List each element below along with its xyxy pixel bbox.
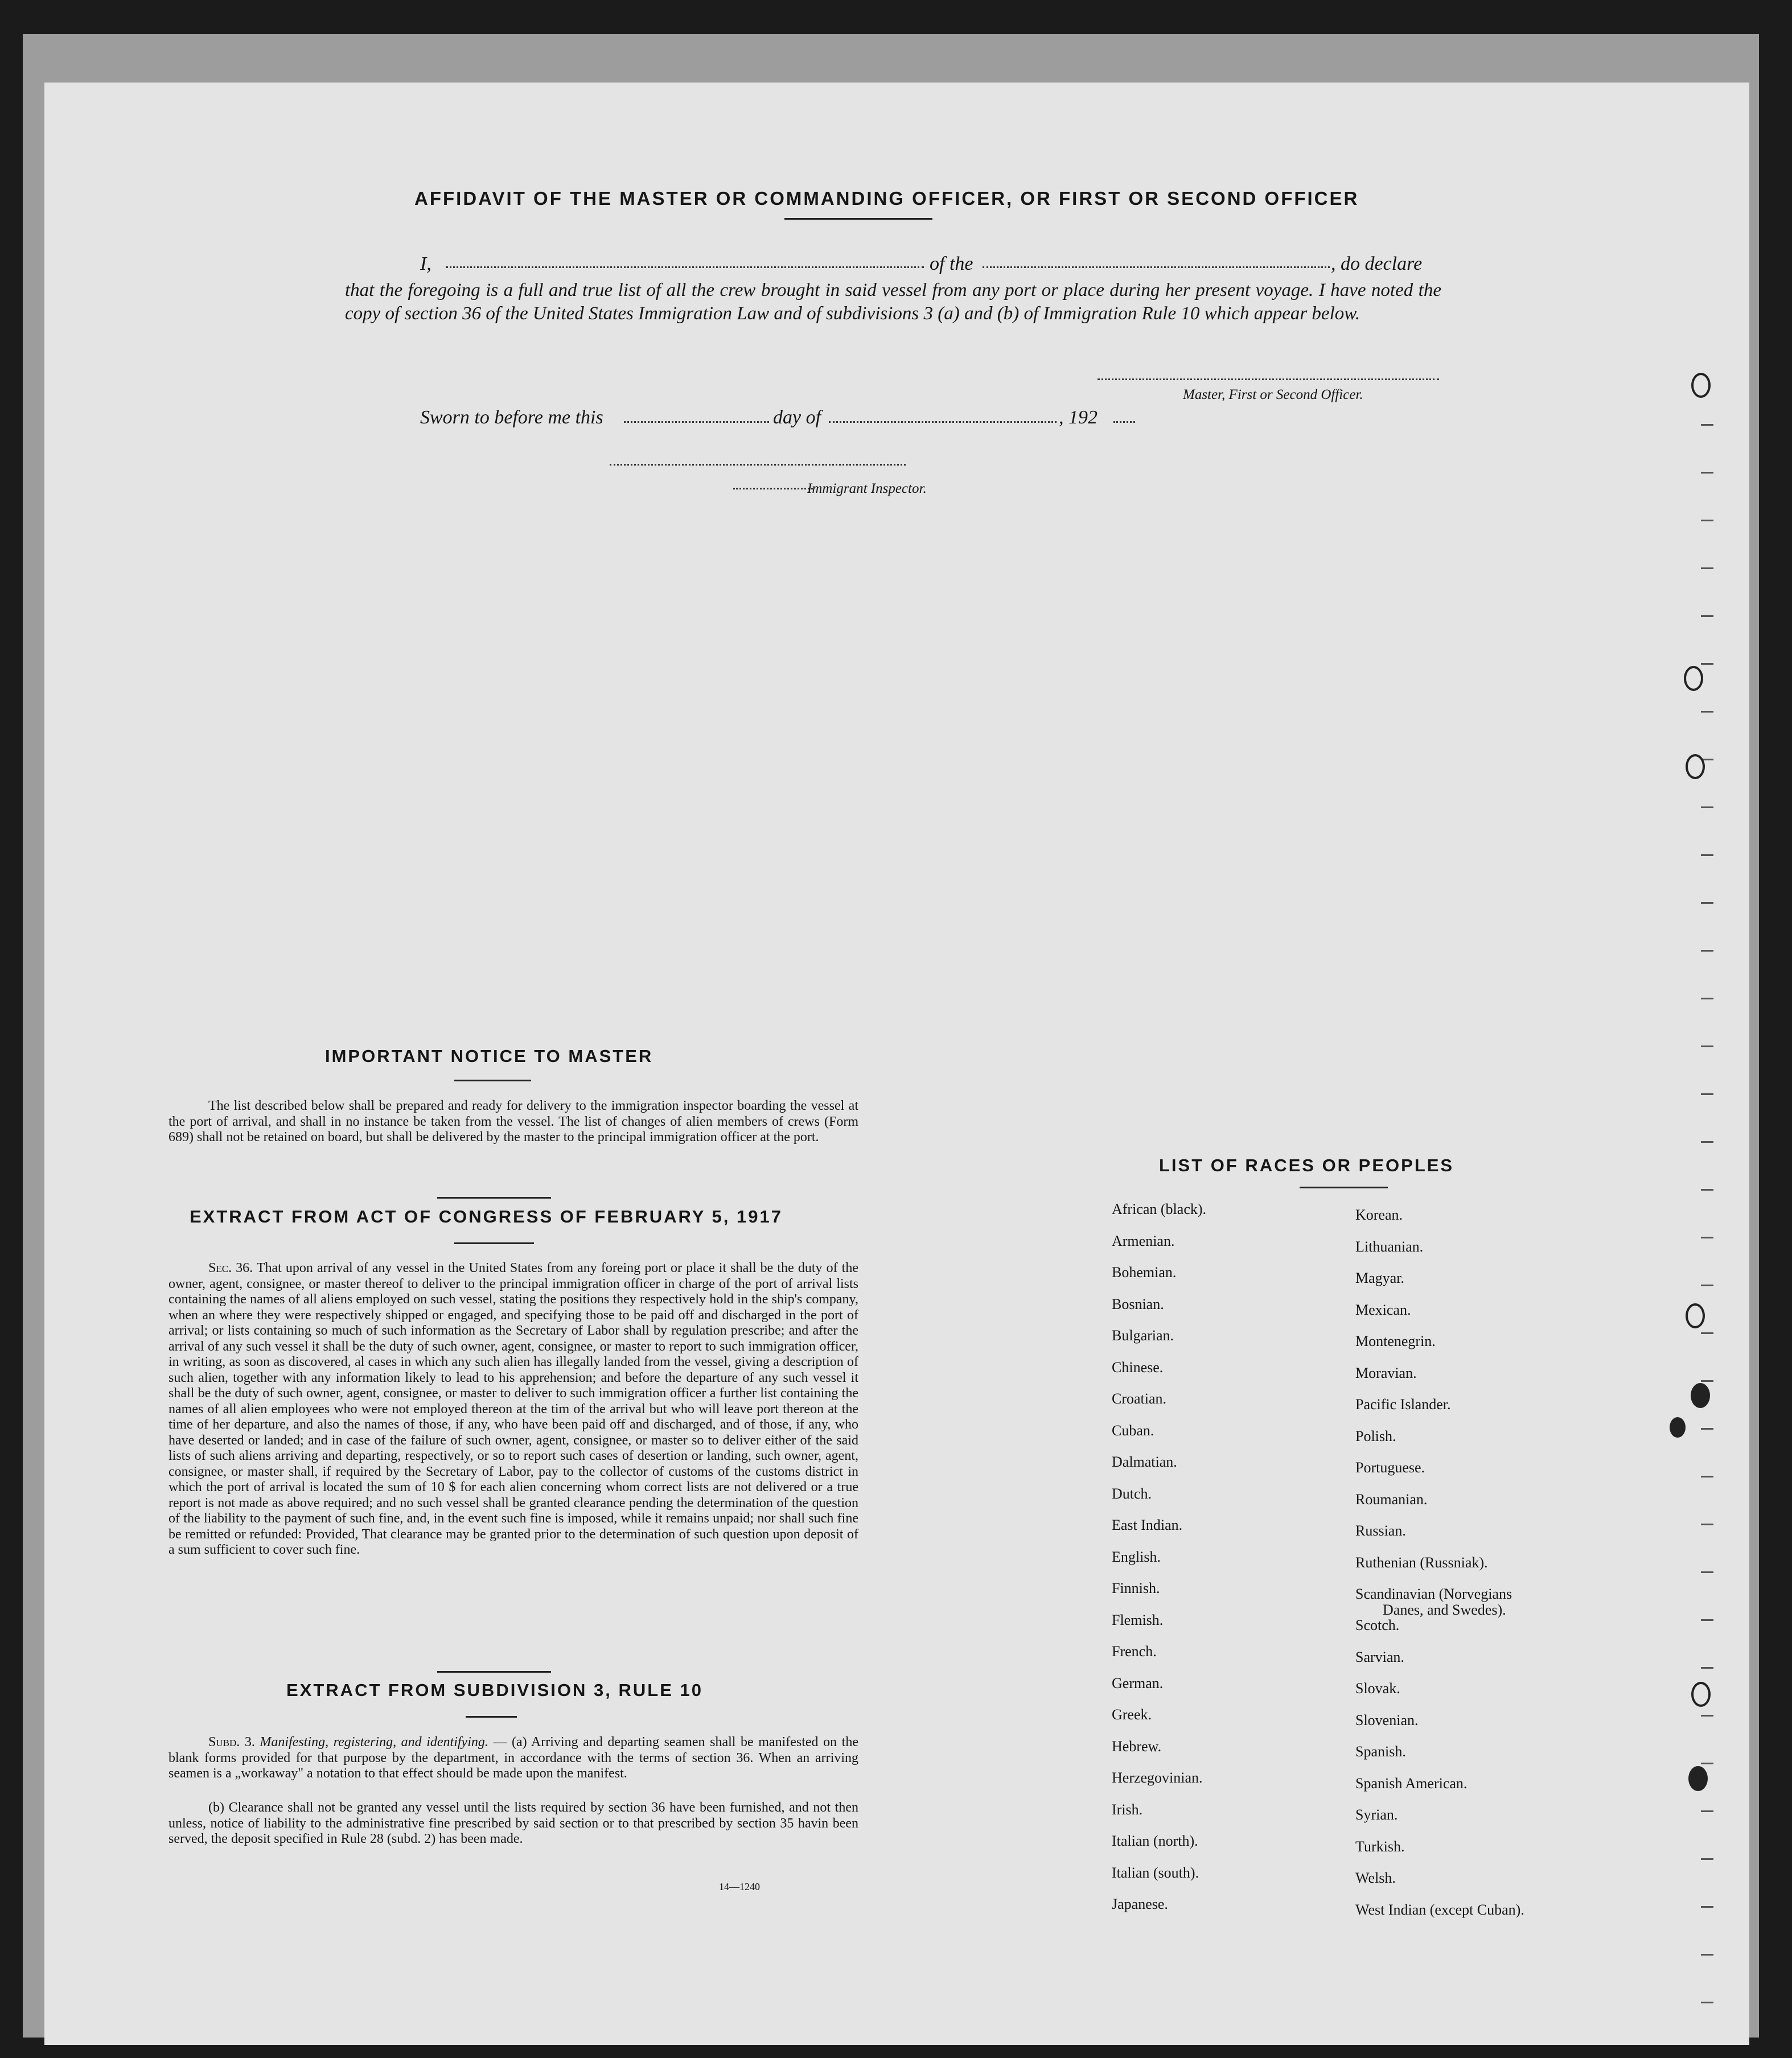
margin-dash <box>1701 1763 1713 1764</box>
margin-dash <box>1701 806 1713 808</box>
rule-part-b: (b) Clearance shall not be granted any vessel until the lists required by section 36 have been furnished, and not then unless, notice of liability to the administrative fine prescribed by said section or to that prescribed by section 35 havin been served, the deposit specified in Rule 28 (subd. 2) has been made. <box>168 1800 858 1846</box>
margin-dash <box>1701 1858 1713 1860</box>
race-item: Japanese. <box>1112 1896 1168 1912</box>
race-item: Bulgarian. <box>1112 1327 1174 1344</box>
race-item: Slovak. <box>1355 1680 1400 1697</box>
race-item: West Indian (except Cuban). <box>1355 1901 1524 1918</box>
race-item: Armenian. <box>1112 1232 1175 1249</box>
rule-title-rule-top <box>437 1671 551 1673</box>
margin-dash <box>1701 1810 1713 1812</box>
race-item: Russian. <box>1355 1522 1406 1539</box>
margin-dash <box>1701 1571 1713 1573</box>
act-title-rule-top <box>437 1197 551 1199</box>
margin-dash <box>1701 520 1713 521</box>
race-item: East Indian. <box>1112 1517 1183 1533</box>
margin-dash <box>1701 1046 1713 1047</box>
race-item: Bohemian. <box>1112 1264 1177 1281</box>
margin-dash <box>1701 854 1713 856</box>
race-item: Slovenian. <box>1355 1711 1419 1728</box>
form-number: 14—1240 <box>719 1881 760 1892</box>
year-prefix: , 192 <box>1059 407 1098 428</box>
punch-mark <box>1686 754 1705 779</box>
race-item: Italian (south). <box>1112 1864 1199 1881</box>
race-item: Scotch. <box>1355 1617 1400 1633</box>
punch-mark <box>1670 1417 1686 1438</box>
race-item: Spanish American. <box>1355 1775 1468 1792</box>
race-item: English. <box>1112 1548 1161 1565</box>
affidavit-statement: that the foregoing is a full and true list of all the crew brought in said vessel from any port or place during her present voyage. I have noted the copy of section 36 of the United States Immigration Law and of subdivisions 3 (a) and (b) of Immigration Rule 10 which appear below. <box>345 280 1441 324</box>
subd-heading: Manifesting, registering, and identifying. <box>260 1735 488 1750</box>
declarant-name-field[interactable] <box>446 266 924 268</box>
sworn-month-field[interactable] <box>829 421 1057 423</box>
punch-mark <box>1688 1766 1708 1791</box>
margin-dash <box>1701 424 1713 426</box>
subd-label: Subd. 3. <box>208 1735 255 1750</box>
margin-dash <box>1701 1476 1713 1477</box>
vessel-name-field[interactable] <box>983 266 1330 268</box>
race-item: African (black). <box>1112 1201 1207 1217</box>
margin-dash <box>1701 1093 1713 1095</box>
do-declare-label: , do declare <box>1331 253 1423 274</box>
margin-dash <box>1701 615 1713 617</box>
margin-dash <box>1701 1619 1713 1621</box>
races-left-column <box>1112 1201 1351 1928</box>
race-item: Croatian. <box>1112 1390 1167 1407</box>
act-title-rule-bottom <box>454 1242 534 1244</box>
race-item: Moravian. <box>1355 1364 1417 1381</box>
margin-dash <box>1701 1285 1713 1286</box>
race-item: Cuban. <box>1112 1422 1154 1439</box>
race-item: Polish. <box>1355 1427 1396 1444</box>
races-title: LIST OF RACES OR PEOPLES <box>1159 1155 1454 1175</box>
sworn-prefix: Sworn to before me this <box>420 407 603 428</box>
punch-mark <box>1691 373 1711 398</box>
race-item: Welsh. <box>1355 1870 1396 1886</box>
race-item: Montenegrin. <box>1355 1333 1436 1349</box>
notice-title: IMPORTANT NOTICE TO MASTER <box>325 1046 653 1066</box>
race-item: Korean. <box>1355 1207 1403 1223</box>
punch-mark <box>1686 1303 1705 1328</box>
race-item: Sarvian. <box>1355 1648 1404 1665</box>
margin-dash <box>1701 663 1713 665</box>
margin-dash <box>1701 1428 1713 1430</box>
races-title-rule <box>1300 1187 1388 1188</box>
sworn-year-field[interactable] <box>1113 421 1135 423</box>
margin-dash <box>1701 1667 1713 1669</box>
race-item: Italian (north). <box>1112 1833 1198 1849</box>
notice-text: The list described below shall be prepared and ready for delivery to the immigration inspector boarding the vessel at the port of arrival, and shall in no instance be taken from the vessel. The list of changes of alien members of crews (Form 689) shall not be retained on board, but shall be delivered by the master to the principal immigration officer at the port. <box>168 1098 858 1145</box>
races-right-column <box>1355 1207 1594 1933</box>
inspector-signature-lead <box>733 488 813 489</box>
rule-title: EXTRACT FROM SUBDIVISION 3, RULE 10 <box>286 1680 703 1700</box>
affidavit-title: AFFIDAVIT OF THE MASTER OR COMMANDING OFFICER, OR FIRST OR SECOND OFFICER <box>414 188 1359 209</box>
act-sec-36-text <box>168 1261 858 1558</box>
margin-dash <box>1701 2002 1713 2003</box>
race-item: Scandinavian (Norvegians <box>1355 1586 1512 1602</box>
punch-mark <box>1691 1383 1710 1408</box>
margin-dash <box>1701 1954 1713 1956</box>
sec-label: Sec. 36. <box>208 1261 253 1275</box>
margin-dash <box>1701 711 1713 713</box>
rule-part-a <box>168 1735 858 1782</box>
margin-dash <box>1701 1715 1713 1717</box>
race-item: Roumanian. <box>1355 1491 1428 1508</box>
inspector-signature-field[interactable] <box>610 464 906 466</box>
master-signature-field[interactable] <box>1098 378 1439 380</box>
i-prefix: I, <box>420 253 431 274</box>
race-item: Finnish. <box>1112 1580 1160 1596</box>
race-item: Chinese. <box>1112 1359 1164 1376</box>
act-title: EXTRACT FROM ACT OF CONGRESS OF FEBRUARY 5, 1917 <box>190 1207 783 1226</box>
race-item: Bosnian. <box>1112 1295 1164 1312</box>
rule-title-rule-bottom <box>466 1716 517 1718</box>
punch-mark <box>1691 1682 1711 1707</box>
margin-dash <box>1701 1237 1713 1238</box>
race-item: Danes, and Swedes). <box>1383 1602 1506 1618</box>
of-the-label: of the <box>930 253 973 274</box>
race-item: Turkish. <box>1355 1838 1405 1855</box>
race-item: Syrian. <box>1355 1806 1398 1823</box>
punch-mark <box>1684 666 1703 691</box>
race-item: Pacific Islander. <box>1355 1396 1451 1413</box>
race-item: Hebrew. <box>1112 1738 1162 1755</box>
declarant-line <box>420 253 431 275</box>
margin-dash <box>1701 1380 1713 1382</box>
race-item: Herzegovinian. <box>1112 1769 1203 1786</box>
form-page <box>44 83 1749 2045</box>
race-item: German. <box>1112 1674 1164 1691</box>
race-item: Mexican. <box>1355 1301 1411 1318</box>
race-item: Greek. <box>1112 1706 1152 1723</box>
race-item: French. <box>1112 1643 1157 1660</box>
margin-dash <box>1701 950 1713 952</box>
margin-dash <box>1701 472 1713 474</box>
affidavit-title-rule <box>784 218 932 220</box>
margin-dash <box>1701 1141 1713 1143</box>
margin-dash <box>1701 567 1713 569</box>
race-item: Dalmatian. <box>1112 1454 1177 1470</box>
sworn-day-field[interactable] <box>624 421 769 423</box>
race-item: Ruthenian (Russniak). <box>1355 1554 1488 1571</box>
margin-dash <box>1701 902 1713 904</box>
margin-dash <box>1701 1189 1713 1191</box>
margin-dash <box>1701 1524 1713 1525</box>
master-signature-label: Master, First or Second Officer. <box>1183 387 1363 402</box>
notice-title-rule <box>454 1080 531 1081</box>
margin-dash <box>1701 1332 1713 1334</box>
race-item: Irish. <box>1112 1801 1143 1818</box>
part-a-text: — (a) Arriving and departing seamen shall be manifested on the blank forms provided for that purpose by the department, in accordance with the terms of section 36. When an arriving seamen is a „workaway" a notation to that effect should be made upon the manifest. <box>168 1735 859 1781</box>
margin-dash <box>1701 1906 1713 1908</box>
bleed-through-text <box>1183 504 1638 1187</box>
race-item: Magyar. <box>1355 1270 1404 1286</box>
day-of-label: day of <box>773 407 821 428</box>
race-item: Lithuanian. <box>1355 1238 1424 1255</box>
inspector-label: Immigrant Inspector. <box>807 481 927 496</box>
race-item: Flemish. <box>1112 1611 1164 1628</box>
margin-dash <box>1701 998 1713 999</box>
sec-body: That upon arrival of any vessel in the United States from any foreing port or place it shall be the duty of the owner, agent, consignee, or master thereof to deliver to the principal immigration officer in charge of the port of arrival lists containing the names of all aliens employed on such vessel, stating the positions they respectively hold in the ship's company, when an where they were respectively shipped or engaged, and specifying those to be paid off and discharged in the port of arrival; or lists containing so much of such information as the Secretary of Labor shall by regulation prescribe; and after the arrival of any such vessel it shall be the duty of such owner, agent, consignee, or master to report to such immigration officer, in writing, as soon as discovered, al cases in which any such alien has illegally landed from the vessel, giving a description of such alien, together with any information likely to lead to his apprehension; and before the departure of any such vessel it shall be the duty of such owner, agent, consignee, or master to deliver to such immigration officer a further list containing the names of all alien employees who were not employed thereon at the tim of the arrival but who will leave port thereon at the time of her departure, and also the names of those, if any, who have been paid off and discharged, and of those, if any, who have deserted or landed; and in case of the failure of such owner, agent, consignee, or master so to deliver either of the said lists of such aliens arriving and departing, respectively, or so to report such cases of desertion or landing, such owner, agent, consignee, or master shall, if required by the Secretary of Labor, pay to the collector of customs of the customs district in which the port of arrival is located the sum of 10 $ for each alien concerning whom correct lists are not delivered or a true report is not made as above required; and no such vessel shall be granted clearance pending the determination of the question of the liability to the payment of such fine, and, in the event such fine is imposed, while it remains unpaid; nor shall such fine be remitted or refunded: Provided, That clearance may be granted prior to the determination of such question upon deposit of a sum sufficient to cover such fine. <box>168 1261 858 1557</box>
race-item: Dutch. <box>1112 1485 1152 1502</box>
race-item: Portuguese. <box>1355 1459 1425 1476</box>
race-item: Spanish. <box>1355 1743 1406 1760</box>
